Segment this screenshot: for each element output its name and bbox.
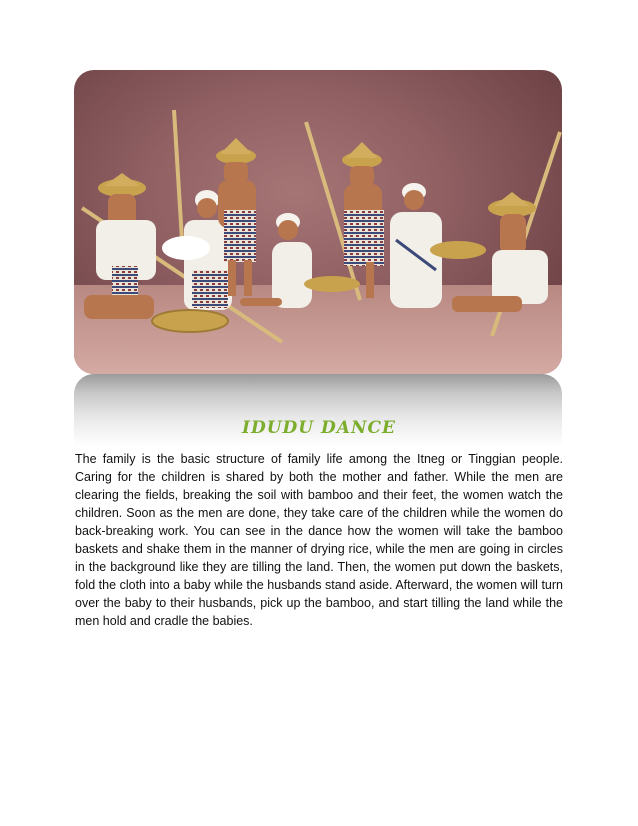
dance-illustration <box>74 70 562 374</box>
dance-photo <box>74 70 562 374</box>
bamboo-pole <box>174 110 182 240</box>
body-paragraph: The family is the basic structure of family life among the Itneg or Tinggian people. Caring for the children is shared by both the mother and father. While the men are clearing the fields, breaking the soil with bamboo and their feet, the women watch the children. Soon as the men are done, they take care of the children while the women do back-breaking work. You can see in the dance how the women will take the bamboo baskets and shake them in the manner of drying rice, while the men are going in circles in the background like they are tilling the land. Then, the women put down the baskets, fold the cloth into a baby while the husbands stand aside. Afterward, the women will turn over the baby to their husbands, pick up the bamboo, and start tilling the land while the men hold and cradle the babies. <box>75 452 563 628</box>
dancer-man-left <box>84 173 156 319</box>
section-title: IDUDU DANCE <box>242 418 396 438</box>
floor-basket <box>152 310 228 332</box>
dancer-man-right <box>342 142 384 298</box>
